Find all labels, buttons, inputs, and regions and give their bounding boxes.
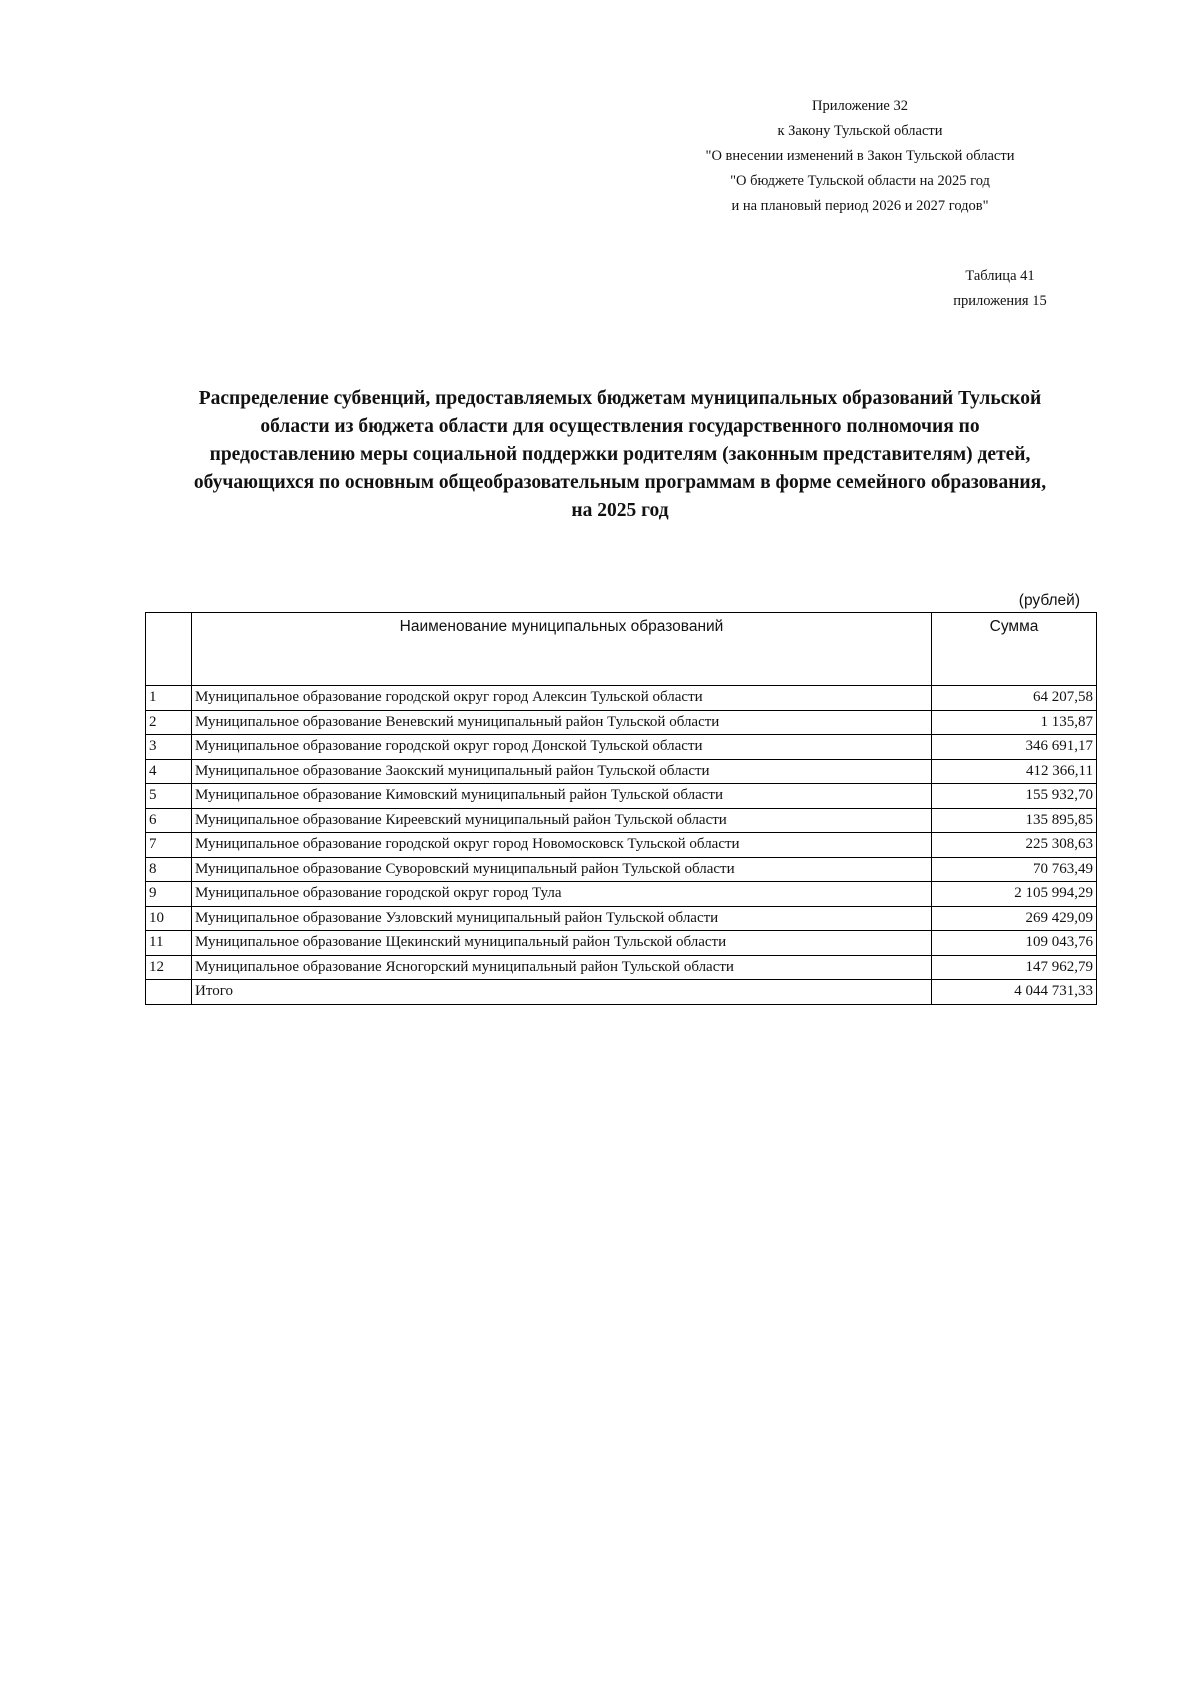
appendix-line: "О бюджете Тульской области на 2025 год xyxy=(730,173,990,189)
row-sum: 412 366,11 xyxy=(932,759,1097,784)
appendix-line: к Закону Тульской области xyxy=(777,123,943,139)
row-number: 7 xyxy=(146,833,192,858)
row-number: 10 xyxy=(146,906,192,931)
header-sum: Сумма xyxy=(932,613,1097,686)
units-label: (рублей) xyxy=(1018,592,1080,609)
table-row xyxy=(146,808,1097,833)
row-name: Муниципальное образование Ясногорский муниципальный район Тульской области xyxy=(192,955,932,980)
row-name: Муниципальное образование городской округ город Новомосковск Тульской области xyxy=(192,833,932,858)
table-total-row xyxy=(146,980,1097,1005)
header-name: Наименование муниципальных образований xyxy=(192,613,932,686)
appendix-line: и на плановый период 2026 и 2027 годов" xyxy=(731,198,989,214)
table-row xyxy=(146,857,1097,882)
table-row xyxy=(146,931,1097,956)
table-header-row xyxy=(146,613,1097,686)
row-number: 3 xyxy=(146,735,192,760)
table-row xyxy=(146,784,1097,809)
row-number: 8 xyxy=(146,857,192,882)
title-line: обучающихся по основным общеобразовательным программам в форме семейного образования, xyxy=(193,472,1047,493)
row-name: Муниципальное образование городской округ город Алексин Тульской области xyxy=(192,686,932,711)
row-sum: 225 308,63 xyxy=(932,833,1097,858)
table-ref-line: Таблица 41 xyxy=(965,268,1035,284)
row-number: 1 xyxy=(146,686,192,711)
row-number: 12 xyxy=(146,955,192,980)
row-number: 11 xyxy=(146,931,192,956)
appendix-line: Приложение 32 xyxy=(812,98,908,114)
row-name: Муниципальное образование Суворовский муниципальный район Тульской области xyxy=(192,857,932,882)
title-line: Распределение субвенций, предоставляемых бюджетам муниципальных образований Тульской xyxy=(198,388,1042,409)
table-row xyxy=(146,686,1097,711)
total-label: Итого xyxy=(192,980,932,1005)
table-reference xyxy=(920,264,1080,314)
row-sum: 1 135,87 xyxy=(932,710,1097,735)
total-number xyxy=(146,980,192,1005)
row-sum: 269 429,09 xyxy=(932,906,1097,931)
row-name: Муниципальное образование Заокский муниципальный район Тульской области xyxy=(192,759,932,784)
table-row xyxy=(146,735,1097,760)
table-row xyxy=(146,906,1097,931)
row-number: 4 xyxy=(146,759,192,784)
table-row xyxy=(146,759,1097,784)
row-sum: 147 962,79 xyxy=(932,955,1097,980)
table-row xyxy=(146,833,1097,858)
row-sum: 2 105 994,29 xyxy=(932,882,1097,907)
header-number xyxy=(146,613,192,686)
row-sum: 64 207,58 xyxy=(932,686,1097,711)
row-sum: 70 763,49 xyxy=(932,857,1097,882)
row-sum: 135 895,85 xyxy=(932,808,1097,833)
row-name: Муниципальное образование городской округ город Донской Тульской области xyxy=(192,735,932,760)
row-name: Муниципальное образование Киреевский муниципальный район Тульской области xyxy=(192,808,932,833)
distribution-table xyxy=(145,612,1097,1005)
row-number: 5 xyxy=(146,784,192,809)
row-name: Муниципальное образование Веневский муниципальный район Тульской области xyxy=(192,710,932,735)
row-name: Муниципальное образование Кимовский муниципальный район Тульской области xyxy=(192,784,932,809)
table-row xyxy=(146,882,1097,907)
row-name: Муниципальное образование городской округ город Тула xyxy=(192,882,932,907)
row-sum: 155 932,70 xyxy=(932,784,1097,809)
row-name: Муниципальное образование Щекинский муниципальный район Тульской области xyxy=(192,931,932,956)
row-number: 2 xyxy=(146,710,192,735)
row-sum: 346 691,17 xyxy=(932,735,1097,760)
row-number: 9 xyxy=(146,882,192,907)
appendix-line: "О внесении изменений в Закон Тульской области xyxy=(705,148,1015,164)
title-line: области из бюджета области для осуществления государственного полномочия по xyxy=(260,416,980,437)
title-line: предоставлению меры социальной поддержки родителям (законным представителям) детей, xyxy=(209,444,1031,465)
appendix-header xyxy=(660,94,1060,219)
document-title xyxy=(140,385,1100,525)
table-ref-line: приложения 15 xyxy=(953,293,1047,309)
table-row xyxy=(146,710,1097,735)
total-sum: 4 044 731,33 xyxy=(932,980,1097,1005)
row-number: 6 xyxy=(146,808,192,833)
title-line: на 2025 год xyxy=(571,500,669,521)
row-name: Муниципальное образование Узловский муниципальный район Тульской области xyxy=(192,906,932,931)
table-row xyxy=(146,955,1097,980)
row-sum: 109 043,76 xyxy=(932,931,1097,956)
